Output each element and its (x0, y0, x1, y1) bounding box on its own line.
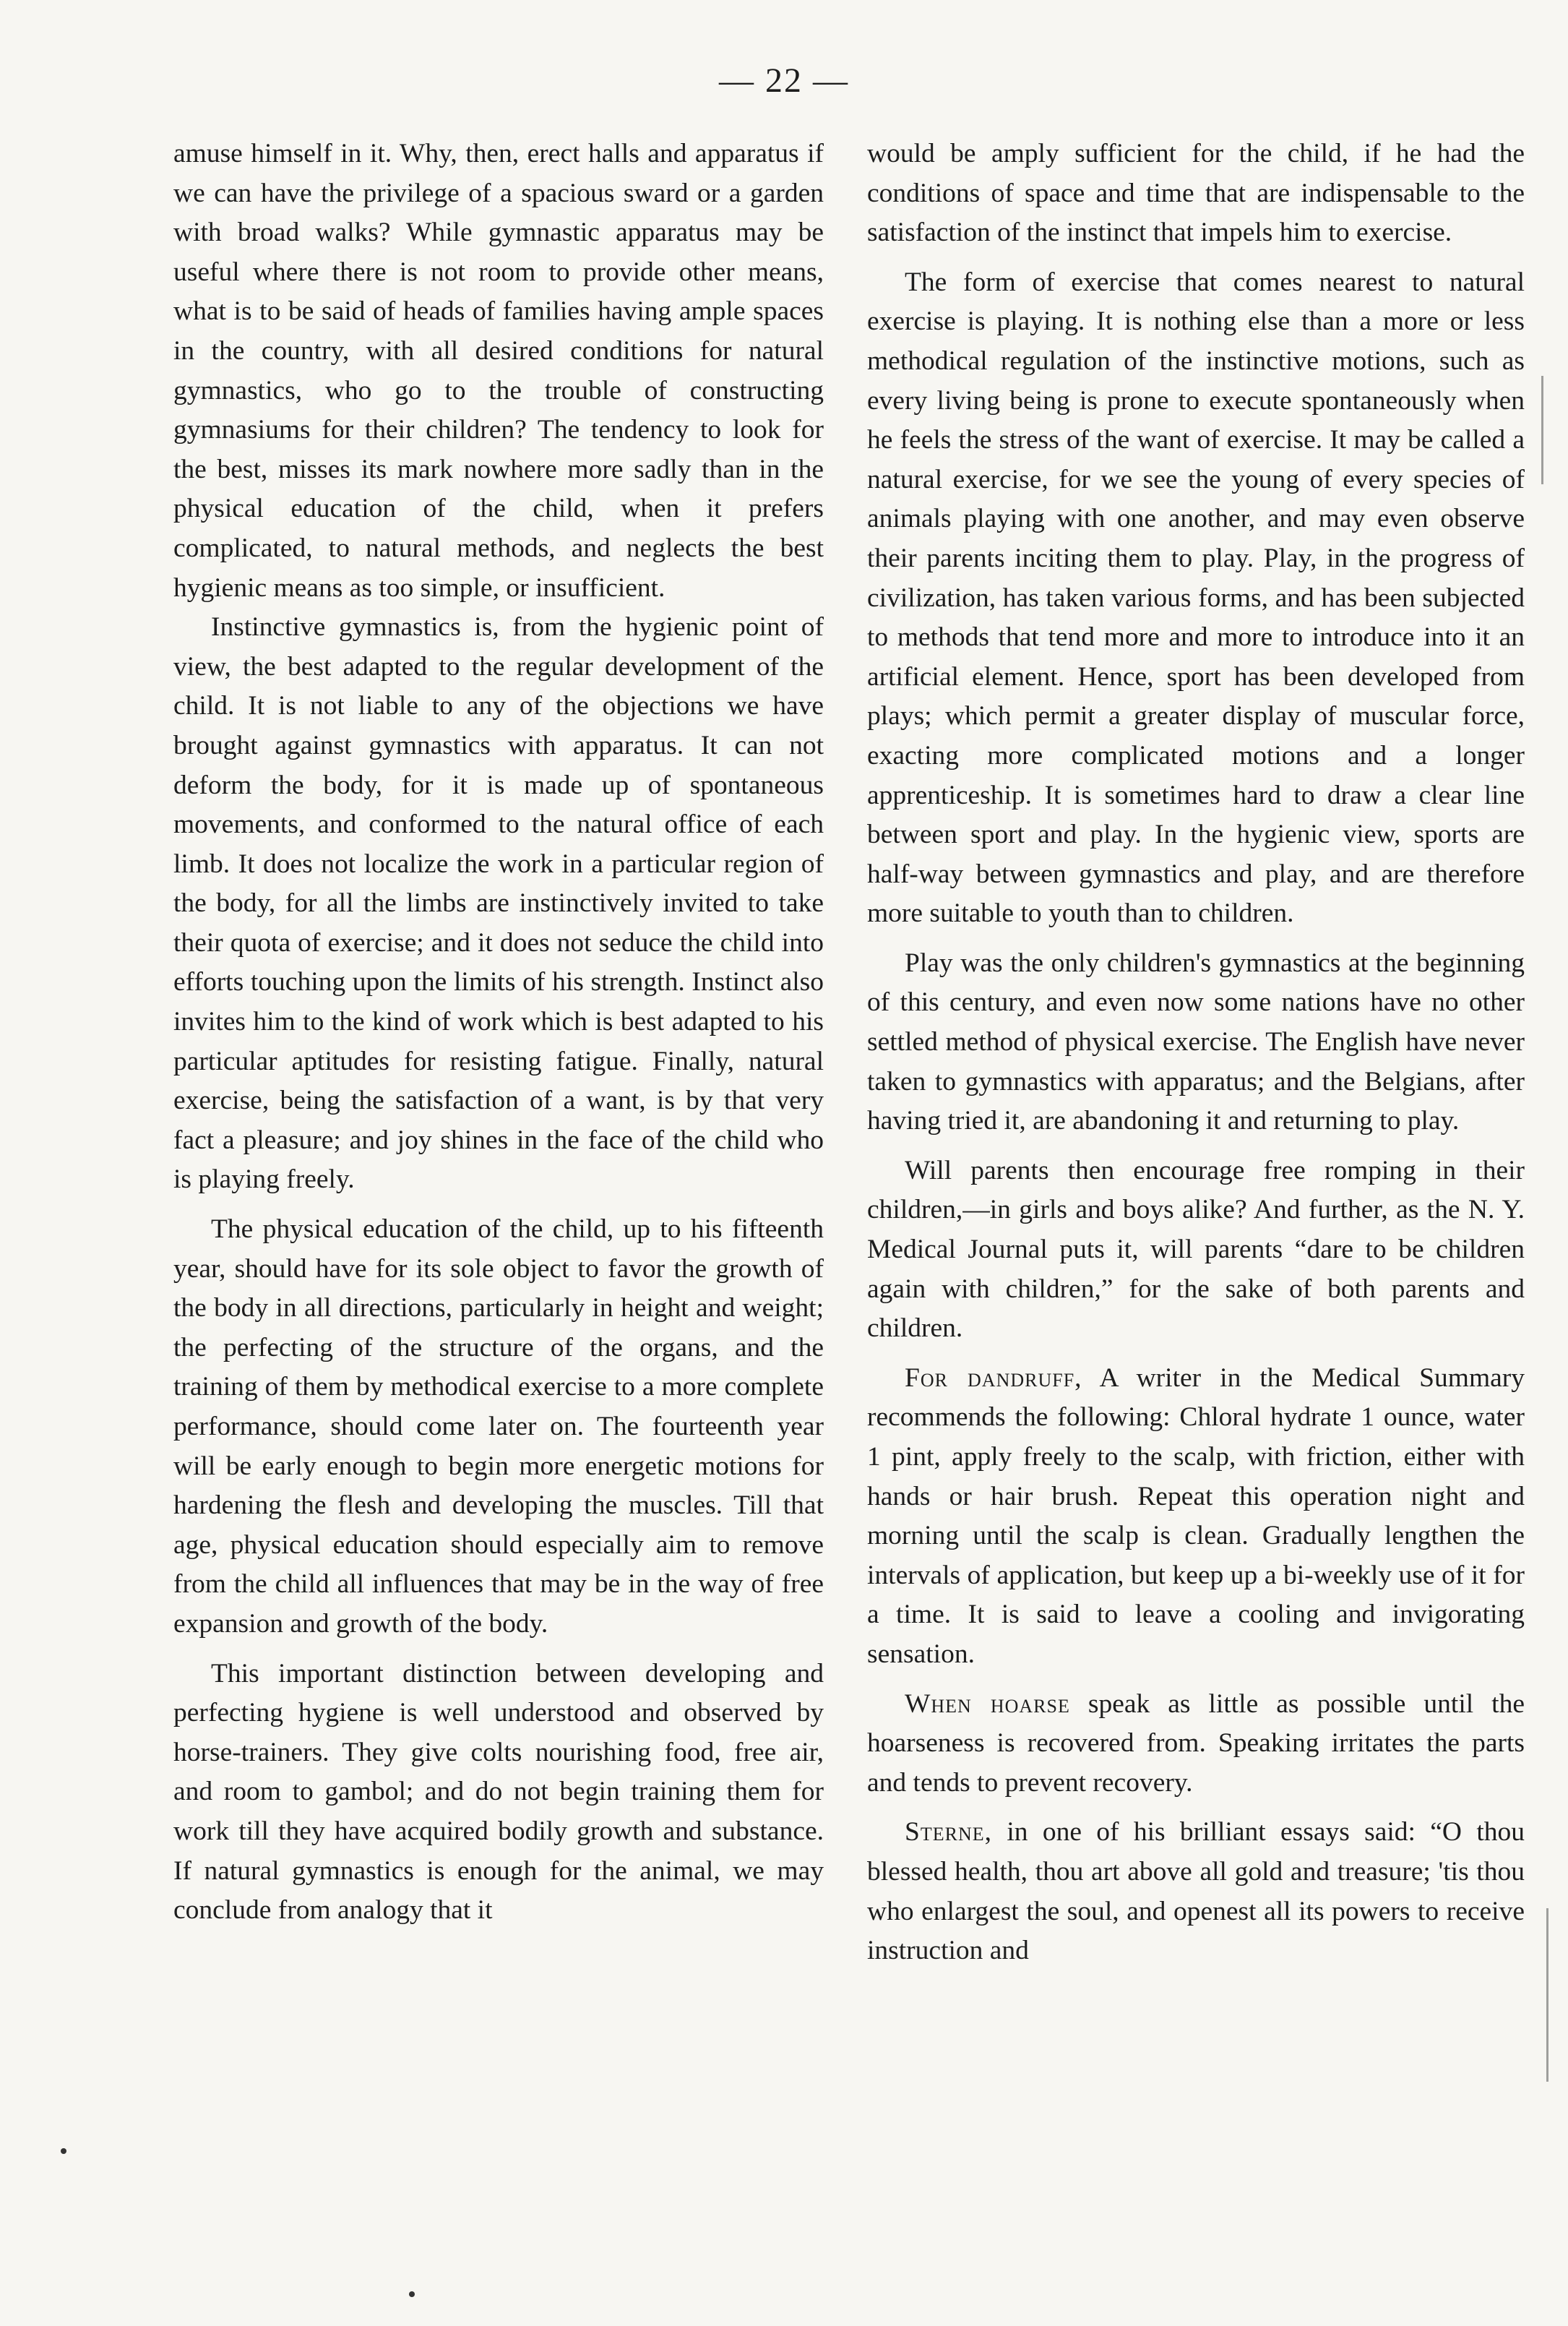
scan-speck (409, 2291, 415, 2297)
scan-speck (61, 2148, 66, 2154)
paragraph (867, 1151, 1525, 1349)
paragraph-lead: When hoarse (905, 1688, 1070, 1719)
paragraph (867, 263, 1525, 934)
scan-edge-mark (1546, 1908, 1548, 2082)
paragraph: amuse himself in it. Why, then, erect halls and apparatus if we can have the privilege of a spacious sward or a garden with broad walks? While gymnastic apparatus may be useful where there is not room to provide other means, what is to be said of heads of families having ample spaces in the country, with all desired conditions for natural gymnastics, who go to the trouble of constructing gymnasiums for their children? The tendency to look for the best, misses its mark nowhere more sadly than in the physical education of the child, when it prefers complicated, to natural methods, and neglects the best hygienic means as too simple, or insufficient. (173, 139, 824, 603)
paragraph-text: The form of exercise that comes nearest to natural exercise is playing. It is nothing else than a more or less methodical regulation of the instinctive motions, such as every living being is prone to execute spontaneously when he feels the stress of the want of exercise. It may be called a natural exercise, for we see the young of every species of animals playing with one another, and may even observe their parents inciting them to play. Play, in the progress of civilization, has taken various forms, and has been subjected to methods that tend more and more to introduce into it an artificial element. Hence, sport has been developed from plays; which permit a greater display of muscular force, exacting more complicated motions and a longer apprenticeship. It is sometimes hard to draw a clear line between sport and play. In the hygienic view, sports are half-way between gymnastics and play, and are therefore more suitable to youth than to children. (867, 267, 1525, 929)
scan-edge-mark (1541, 376, 1543, 484)
paragraph-text: A writer in the Medical Summary recommends the following: Chloral hydrate 1 ounce, water 1 pint, apply freely to the scalp, with friction, either with hands or hair brush. Repeat this operation night and morning until the scalp is clean. Gradually lengthen the intervals of application, but keep up a bi-weekly use of it for a time. It is said to leave a cooling and invigorating sensation. (867, 1362, 1525, 1669)
paragraph (867, 1685, 1525, 1803)
paragraph (867, 944, 1525, 1141)
right-column (867, 134, 1525, 1971)
paragraph: Instinctive gymnastics is, from the hygienic point of view, the best adapted to the regular development of the child. It is not liable to any of the objections we have brought against gymnastics with apparatus. It can not deform the body, for it is made up of spontaneous movements, and conformed to the natural office of each limb. It does not localize the work in a particular region of the body, for all the limbs are instinctively invited to take their quota of exercise; and it does not seduce the child into efforts touching upon the limits of his strength. Instinct also invites him to the kind of work which is best adapted to his particular aptitudes for resisting fatigue. Finally, natural exercise, being the satisfaction of a want, is by that very fact a pleasure; and joy shines in the face of the child who is playing freely. (173, 612, 824, 1195)
paragraph (867, 1813, 1525, 1970)
paragraph-text: in one of his brilliant essays said: “O thou blessed health, thou art above all gold and treasure; 'tis thou who enlargest the soul, and openest all its powers to receive instruction and (867, 1817, 1525, 1966)
paragraph (867, 134, 1525, 253)
left-column (173, 134, 824, 1931)
paragraph-text: Play was the only children's gymnastics at the beginning of this century, and even now some nations have no other settled method of physical exercise. The English have never taken to gymnastics with apparatus; and the Belgians, after having tried it, are abandoning it and returning to play. (867, 948, 1525, 1136)
paragraph-lead: For dandruff, (905, 1362, 1082, 1393)
paragraph-text: would be amply sufficient for the child, if he had the conditions of space and time that are indispensable to the satisfaction of the instinct that impels him to exercise. (867, 139, 1525, 248)
paragraph-text: speak as little as possible until the hoarseness is recovered from. Speaking irritates the parts and tends to prevent recovery. (867, 1688, 1525, 1798)
paragraph: This important distinction between developing and perfecting hygiene is well understood and observed by horse-trainers. They give colts nourishing food, free air, and room to gambol; and do not begin training them for work till they have acquired bodily growth and substance. If natural gymnastics is enough for the animal, we may conclude from analogy that it (173, 1658, 824, 1926)
paragraph-lead: Sterne, (905, 1817, 992, 1848)
paragraph-text: Will parents then encourage free romping in their children,—in girls and boys alike? And further, as the N. Y. Medical Journal puts it, will parents “dare to be children again with children,” for the sake of both parents and children. (867, 1155, 1525, 1344)
page-number: — 22 — (719, 61, 849, 100)
paragraph (867, 1359, 1525, 1675)
paragraph: The physical education of the child, up to his fifteenth year, should have for its sole object to favor the growth of the body in all directions, particularly in height and weight; the perfecting of the structure of the organs, and the training of them by methodical exercise to a more complete performance, should come later on. The fourteenth year will be early enough to begin more energetic motions for hardening the flesh and developing the muscles. Till that age, physical education should especially aim to remove from the child all influences that may be in the way of free expansion and growth of the body. (173, 1214, 824, 1639)
